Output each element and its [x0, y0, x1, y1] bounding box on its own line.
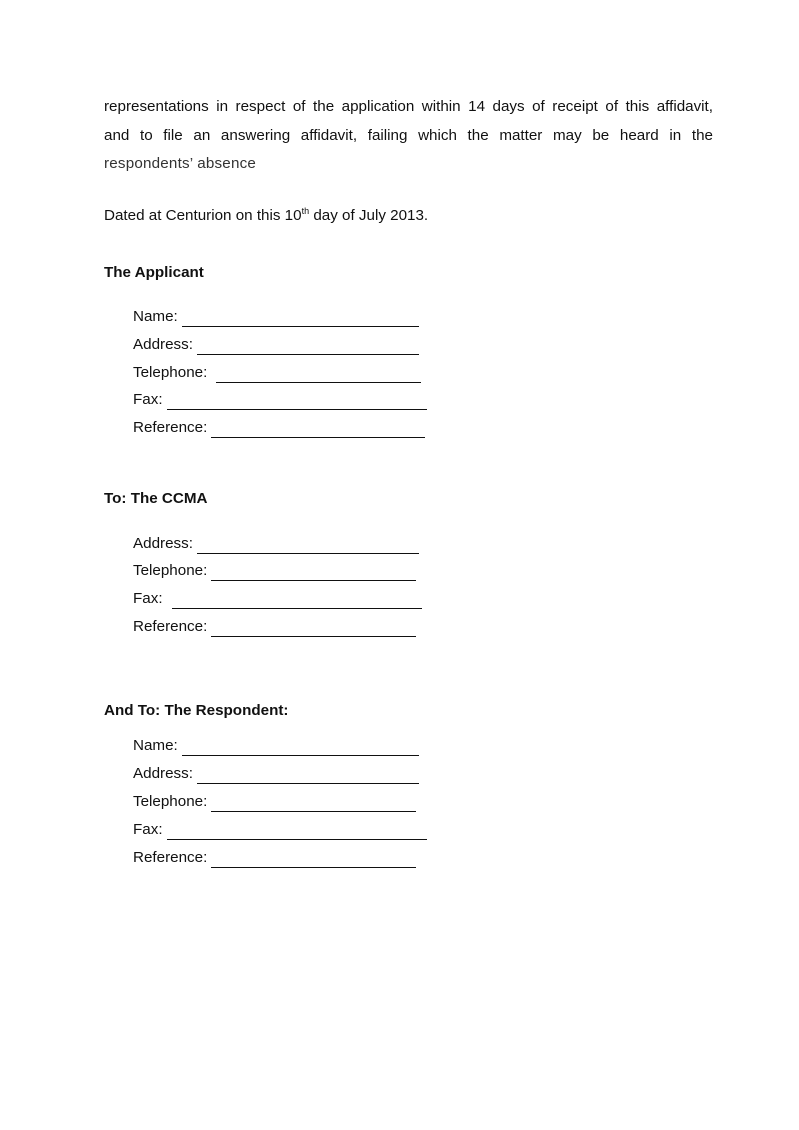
dated-line — [104, 204, 428, 228]
ccma-fax-row — [133, 589, 422, 609]
applicant-heading: The Applicant — [104, 264, 204, 281]
applicant-reference-row — [133, 418, 425, 438]
respondent-address-field[interactable] — [197, 769, 419, 784]
intro-paragraph — [104, 93, 713, 179]
respondent-address-row — [133, 764, 419, 784]
respondent-fax-label: Fax: — [133, 821, 163, 838]
respondent-heading: And To: The Respondent: — [104, 702, 289, 719]
respondent-fax-field[interactable] — [167, 825, 427, 840]
respondent-telephone-label: Telephone: — [133, 793, 208, 810]
ccma-reference-row — [133, 617, 416, 637]
dated-rest: day of July 2013. — [309, 207, 429, 224]
respondent-telephone-field[interactable] — [211, 797, 416, 812]
ccma-telephone-field[interactable] — [211, 566, 416, 581]
ccma-address-label: Address: — [133, 535, 193, 552]
intro-line-2: and to file an answering affidavit, failing which the matter may be heard in the — [104, 126, 713, 144]
ccma-reference-label: Reference: — [133, 618, 208, 635]
applicant-name-label: Name: — [133, 308, 178, 325]
dated-ordinal-suffix: th — [301, 206, 310, 216]
ccma-address-field[interactable] — [197, 539, 419, 554]
applicant-fax-row — [133, 390, 427, 410]
applicant-telephone-label: Telephone: — [133, 364, 208, 381]
respondent-name-row — [133, 736, 419, 756]
ccma-fax-label: Fax: — [133, 590, 163, 607]
dated-prefix: Dated at Centurion on this 10 — [104, 207, 302, 224]
applicant-address-label: Address: — [133, 336, 193, 353]
applicant-reference-label: Reference: — [133, 419, 208, 436]
ccma-address-row — [133, 534, 419, 554]
respondent-telephone-row — [133, 792, 416, 812]
applicant-reference-field[interactable] — [211, 423, 425, 438]
ccma-telephone-row — [133, 561, 416, 581]
respondent-fax-row — [133, 820, 427, 840]
applicant-address-field[interactable] — [197, 340, 419, 355]
applicant-fax-label: Fax: — [133, 391, 163, 408]
applicant-telephone-row — [133, 363, 421, 383]
ccma-reference-field[interactable] — [211, 622, 416, 637]
respondent-reference-field[interactable] — [211, 853, 416, 868]
ccma-fax-field[interactable] — [172, 594, 422, 609]
applicant-telephone-field[interactable] — [216, 368, 421, 383]
intro-line-1: representations in respect of the application within 14 days of receipt of this affidavit, — [104, 98, 713, 115]
applicant-name-field[interactable] — [182, 312, 419, 327]
applicant-address-row — [133, 335, 419, 355]
respondent-address-label: Address: — [133, 765, 193, 782]
respondent-name-field[interactable] — [182, 741, 419, 756]
respondent-reference-label: Reference: — [133, 849, 208, 866]
respondent-name-label: Name: — [133, 737, 178, 754]
ccma-heading: To: The CCMA — [104, 490, 208, 507]
intro-line-3: respondents’ absence — [104, 155, 257, 172]
applicant-name-row — [133, 307, 419, 327]
applicant-fax-field[interactable] — [167, 395, 427, 410]
ccma-telephone-label: Telephone: — [133, 562, 208, 579]
respondent-reference-row — [133, 848, 416, 868]
